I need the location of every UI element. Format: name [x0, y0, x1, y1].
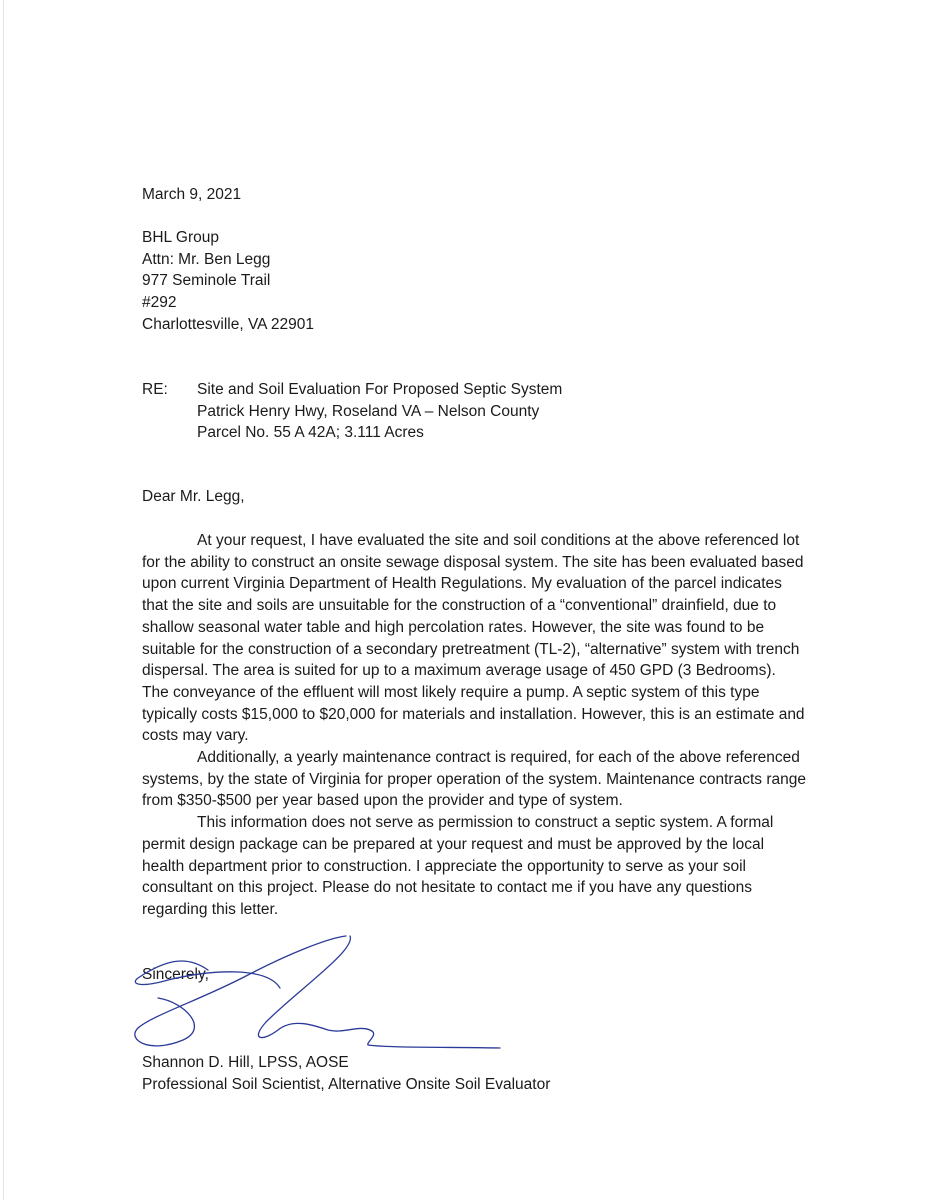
- paragraph-evaluation: At your request, I have evaluated the site and soil conditions at the above referenced lot for the ability to construct an onsite sewage disposal system. The site has been evaluated based upon current Virginia Department of Health Regulations. My evaluation of the parcel indicates that the site and soils are unsuitable for the construction of a “conventional” drainfield, due to shallow seasonal water table and high percolation rates. However, the site was found to be suitable for the construction of a secondary pretreatment (TL-2), “alternative” system with trench dispersal. The area is suited for up to a maximum average usage of 450 GPD (3 Bedrooms). The conveyance of the effluent will most likely require a pump. A septic system of this type typically costs $15,000 to $20,000 for materials and installation. However, this is an estimate and costs may vary.: [142, 532, 805, 745]
- letter-date: March 9, 2021: [142, 186, 242, 203]
- subject-label: RE:: [142, 381, 168, 398]
- subject-line-location: Patrick Henry Hwy, Roseland VA – Nelson County: [197, 402, 540, 420]
- handwritten-signature: [128, 930, 508, 1055]
- recipient-street: 977 Seminole Trail: [142, 272, 271, 290]
- letter-body: [142, 530, 806, 921]
- subject-line-title: Site and Soil Evaluation For Proposed Septic System: [197, 381, 563, 398]
- subject-line-parcel: Parcel No. 55 A 42A; 3.111 Acres: [197, 424, 424, 442]
- recipient-address: [142, 227, 802, 336]
- recipient-city-state-zip: Charlottesville, VA 22901: [142, 315, 315, 333]
- paragraph-permit: This information does not serve as permission to construct a septic system. A formal permit design package can be prepared at your request and must be approved by the local health department prior to construction. I appreciate the opportunity to serve as your soil consultant on this project. Please do not hesitate to contact me if you have any questions regarding this letter.: [142, 814, 774, 918]
- closing: Sincerely,: [142, 966, 209, 983]
- signer-block: [142, 1052, 802, 1095]
- signer-title: Professional Soil Scientist, Alternative Onsite Soil Evaluator: [142, 1075, 551, 1093]
- recipient-attention: Attn: Mr. Ben Legg: [142, 250, 271, 268]
- recipient-company: BHL Group: [142, 229, 219, 246]
- page-edge-line: [3, 0, 4, 1200]
- paragraph-maintenance: Additionally, a yearly maintenance contract is required, for each of the above referenced systems, by the state of Virginia for proper operation of the system. Maintenance contracts range from $350-$500 per year based upon the provider and type of system.: [142, 749, 806, 810]
- salutation: Dear Mr. Legg,: [142, 488, 245, 505]
- recipient-suite: #292: [142, 294, 177, 312]
- signer-name: Shannon D. Hill, LPSS, AOSE: [142, 1054, 349, 1071]
